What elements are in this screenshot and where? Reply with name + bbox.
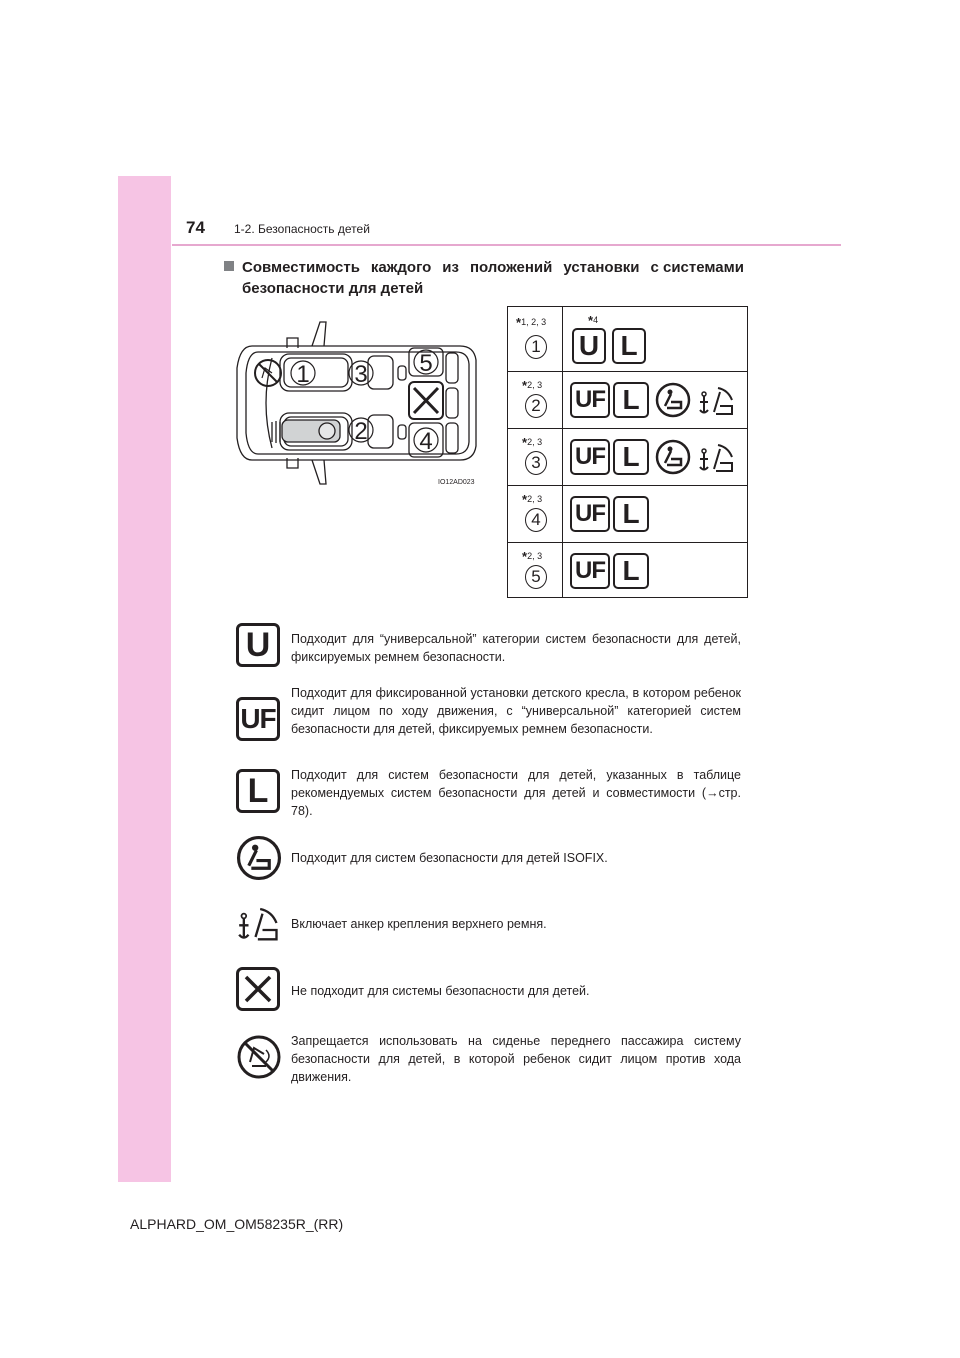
code-l: L bbox=[612, 328, 646, 364]
svg-text:5: 5 bbox=[419, 350, 433, 377]
isofix-icon bbox=[655, 382, 691, 418]
legend-text-uf: Подходит для фиксированной установки детского кресла, в котором ребенок сидит лицом по ходу движения, с “универсальной” категорией систем безопасности для детей, фиксируемых ремнем безопасности. bbox=[291, 686, 741, 736]
legend-text-no-rear-facing: Запрещается использовать на сиденье переднего пассажира систему безопасности для детей, в которой ребенок сидит лицом против хода движения. bbox=[291, 1034, 741, 1084]
svg-text:3: 3 bbox=[354, 361, 368, 388]
diagram-label: IO12AD023 bbox=[438, 479, 475, 486]
code-u: U bbox=[572, 328, 606, 364]
legend-text-tether: Включает анкер крепления верхнего ремня. bbox=[291, 917, 547, 931]
seat-number-badge: 3 bbox=[525, 451, 547, 475]
code-l: L bbox=[613, 496, 649, 532]
legend-text-l: Подходит для систем безопасности для детей, указанных в таблице рекомендуемых систем безопасности для детей и совместимости (→стр. 78). bbox=[291, 768, 741, 818]
table-row: *2, 3 3 UF L bbox=[508, 428, 747, 486]
top-tether-icon bbox=[698, 382, 736, 418]
seat-number-badge: 2 bbox=[525, 394, 547, 418]
legend-code-l: L bbox=[236, 769, 280, 813]
seat-number-badge: 1 bbox=[525, 335, 547, 359]
compatibility-table bbox=[507, 306, 748, 598]
not-suitable-icon bbox=[236, 967, 280, 1011]
code-uf: UF bbox=[570, 439, 610, 475]
no-rear-facing-icon bbox=[236, 1034, 282, 1080]
code-l: L bbox=[613, 439, 649, 475]
code-l: L bbox=[613, 553, 649, 589]
legend-text-u: Подходит для “универсальной” категории систем безопасности для детей, фиксируемых ремнем безопасности. bbox=[291, 632, 741, 664]
header-rule bbox=[172, 244, 841, 246]
svg-text:1: 1 bbox=[296, 361, 310, 388]
bullet-square-icon bbox=[224, 261, 234, 271]
svg-text:4: 4 bbox=[419, 428, 433, 455]
section-heading: Совместимость каждого из положений установки с системами безопасности для детей bbox=[224, 257, 744, 299]
seat-number-badge: 4 bbox=[525, 508, 547, 532]
table-row: *1, 2, 3 *4 1 U L bbox=[508, 307, 747, 372]
table-row: *2, 3 4 UF L bbox=[508, 485, 747, 543]
vehicle-seat-diagram bbox=[232, 318, 482, 490]
page-number: 74 bbox=[186, 218, 205, 237]
document-footer: ALPHARD_OM_OM58235R_(RR) bbox=[130, 1216, 344, 1232]
table-row: *2, 3 5 UF L bbox=[508, 542, 747, 597]
section-title: 1-2. Безопасность детей bbox=[234, 222, 370, 236]
isofix-icon bbox=[655, 439, 691, 475]
code-l: L bbox=[613, 382, 649, 418]
legend-code-uf: UF bbox=[236, 697, 280, 741]
legend-text-not-suitable: Не подходит для системы безопасности для детей. bbox=[291, 984, 590, 998]
sidebar-tab bbox=[118, 176, 171, 1182]
top-tether-icon bbox=[698, 439, 736, 475]
code-uf: UF bbox=[570, 382, 610, 418]
code-uf: UF bbox=[570, 553, 610, 589]
table-row: *2, 3 2 UF L bbox=[508, 371, 747, 429]
seat-number-badge: 5 bbox=[525, 565, 547, 589]
top-tether-icon bbox=[236, 902, 282, 944]
code-uf: UF bbox=[570, 496, 610, 532]
isofix-icon bbox=[236, 835, 282, 881]
legend-text-isofix: Подходит для систем безопасности для детей ISOFIX. bbox=[291, 851, 608, 865]
svg-text:2: 2 bbox=[354, 418, 368, 445]
legend-code-u: U bbox=[236, 623, 280, 667]
